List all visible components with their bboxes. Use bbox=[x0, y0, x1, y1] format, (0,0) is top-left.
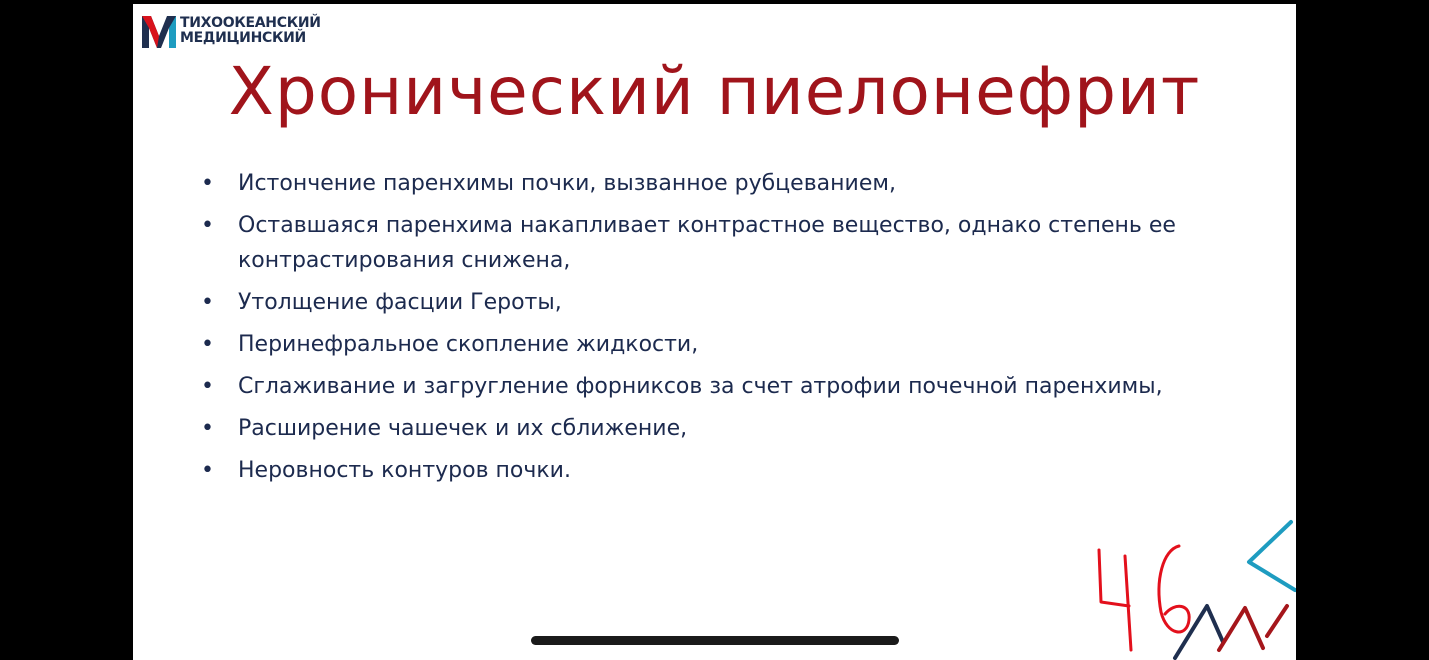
bullet-item bbox=[201, 369, 1241, 404]
bullet-item bbox=[201, 285, 1241, 320]
presentation-slide bbox=[133, 4, 1296, 660]
bullet-text: Перинефральное скопление жидкости, bbox=[238, 332, 699, 357]
bullet-text: Оставшаяся паренхима накапливает контрастное вещество, однако степень ее контрастирования снижена, bbox=[238, 213, 1176, 273]
tgmu-logo-icon bbox=[142, 14, 176, 48]
bullet-item bbox=[201, 411, 1241, 446]
slide-title: Хронический пиелонефрит bbox=[228, 53, 1201, 130]
bullet-list bbox=[201, 166, 1241, 495]
bullet-dot: • bbox=[201, 458, 214, 483]
logo-line-2: МЕДИЦИНСКИЙ bbox=[180, 30, 306, 46]
logo-text bbox=[180, 16, 321, 46]
bullet-text: Сглаживание и загругление форниксов за счет атрофии почечной паренхимы, bbox=[238, 374, 1163, 399]
bullet-dot: • bbox=[201, 332, 214, 357]
bullet-dot: • bbox=[201, 374, 214, 399]
bullet-item bbox=[201, 166, 1241, 201]
university-logo bbox=[142, 13, 321, 49]
bullet-dot: • bbox=[201, 416, 214, 441]
corner-decoration-graphic bbox=[1091, 510, 1296, 660]
bullet-text: Истончение паренхимы почки, вызванное рубцеванием, bbox=[238, 171, 896, 196]
bullet-dot: • bbox=[201, 171, 214, 196]
home-indicator-bar[interactable] bbox=[531, 636, 899, 645]
bullet-text: Утолщение фасции Героты, bbox=[238, 290, 562, 315]
logo-line-1: ТИХООКЕАНСКИЙ bbox=[180, 15, 321, 31]
bullet-dot: • bbox=[201, 213, 214, 238]
bullet-text: Расширение чашечек и их сближение, bbox=[238, 416, 688, 441]
bullet-item bbox=[201, 208, 1241, 278]
bullet-dot: • bbox=[201, 290, 214, 315]
bullet-item bbox=[201, 327, 1241, 362]
bullet-text: Неровность контуров почки. bbox=[238, 458, 571, 483]
bullet-item bbox=[201, 453, 1241, 488]
